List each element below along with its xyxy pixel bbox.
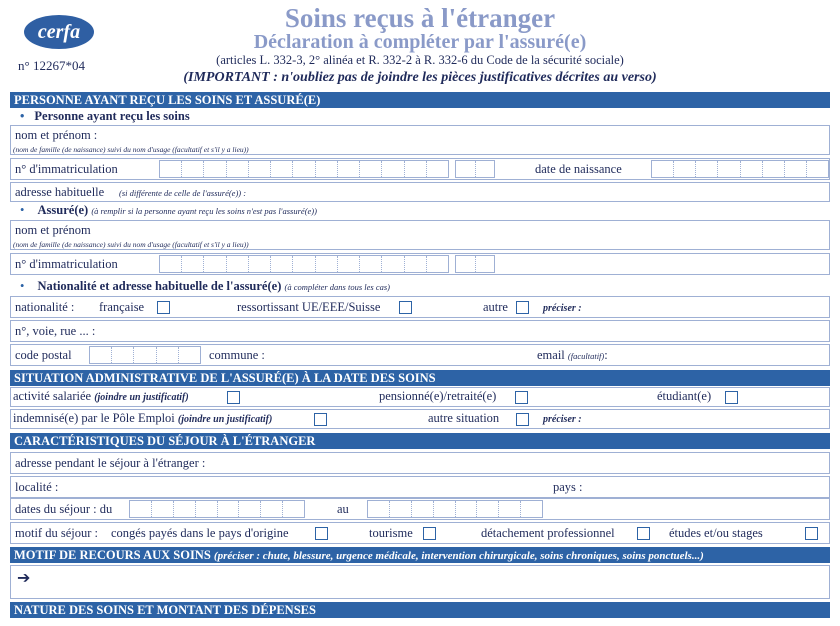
email-label-text: email	[537, 348, 565, 362]
detachement-label: détachement professionnel	[481, 526, 615, 540]
motif-recours-field[interactable]	[10, 565, 830, 599]
insured-title-text: Assuré(e)	[37, 203, 89, 217]
insured-name-note: (nom de famille (de naissance) suivi du nom d'usage (facultatif et s'il y a lieu))	[13, 240, 249, 249]
localite-row	[10, 476, 830, 498]
insured-immat-key-input[interactable]	[455, 255, 495, 273]
etudes-label: études et/ou stages	[669, 526, 763, 540]
pensionne-checkbox[interactable]	[515, 391, 528, 404]
etudiant-label: étudiant(e)	[657, 389, 712, 403]
section-heading-persons: PERSONNE AYANT REÇU LES SOINS ET ASSURÉ(E)	[10, 92, 830, 108]
au-label: au	[337, 502, 349, 516]
patient-name-field[interactable]	[10, 125, 830, 155]
patient-immat-row	[10, 158, 830, 180]
important-note: (IMPORTANT : n'oubliez pas de joindre les pièces justificatives décrites au verso)	[183, 70, 657, 85]
motif-row	[10, 522, 830, 544]
francaise-checkbox[interactable]	[157, 301, 170, 314]
patient-immat-label: n° d'immatriculation	[15, 162, 118, 176]
postal-row	[10, 344, 830, 366]
preciser-label: préciser :	[543, 303, 582, 314]
localite-label: localité :	[15, 480, 59, 494]
dob-input[interactable]	[651, 160, 829, 178]
postal-label: code postal	[15, 348, 72, 362]
patient-address-field[interactable]	[10, 182, 830, 202]
indemnise-label	[13, 411, 272, 426]
francaise-label: française	[99, 300, 145, 314]
nationality-note: (à compléter dans tous les cas)	[284, 282, 391, 292]
conges-label: congés payés dans le pays d'origine	[111, 526, 289, 540]
postal-code-input[interactable]	[89, 346, 201, 364]
pays-label: pays :	[553, 480, 583, 494]
adresse-sejour-field[interactable]	[10, 452, 830, 474]
patient-title	[20, 109, 190, 124]
motif-label: motif du séjour :	[15, 526, 98, 540]
ue-checkbox[interactable]	[399, 301, 412, 314]
autre-situation-checkbox[interactable]	[516, 413, 529, 426]
patient-immat-input[interactable]	[159, 160, 449, 178]
insured-immat-input[interactable]	[159, 255, 449, 273]
patient-name-note: (nom de famille (de naissance) suivi du nom d'usage (facultatif et s'il y a lieu))	[13, 145, 249, 154]
nationality-label: nationalité :	[15, 300, 75, 314]
autre-checkbox[interactable]	[516, 301, 529, 314]
patient-title-text: Personne ayant reçu les soins	[34, 109, 190, 123]
salariee-label-text: activité salariée	[13, 389, 92, 403]
autre-label: autre	[483, 300, 508, 314]
etudiant-checkbox[interactable]	[725, 391, 738, 404]
conges-checkbox[interactable]	[315, 527, 328, 540]
section-heading-sejour: CARACTÉRISTIQUES DU SÉJOUR À L'ÉTRANGER	[10, 433, 830, 449]
salariee-note: (joindre un justificatif)	[94, 392, 189, 403]
tourisme-label: tourisme	[369, 526, 413, 540]
indemnise-note: (joindre un justificatif)	[177, 414, 273, 425]
patient-immat-key-input[interactable]	[455, 160, 495, 178]
email-note: (facultatif)	[567, 351, 605, 361]
etudes-checkbox[interactable]	[805, 527, 818, 540]
ue-label: ressortissant UE/EEE/Suisse	[237, 300, 381, 314]
insured-note: (à remplir si la personne ayant reçu les soins n'est pas l'assuré(e))	[91, 206, 317, 216]
patient-address-label: adresse habituelle	[15, 185, 105, 199]
commune-label: commune :	[209, 348, 265, 362]
insured-name-field[interactable]	[10, 220, 830, 250]
page-title: Soins reçus à l'étranger	[284, 3, 556, 33]
adresse-sejour-label: adresse pendant le séjour à l'étranger :	[15, 456, 206, 470]
motif-recours-note: (préciser : chute, blessure, urgence médicale, intervention chirurgicale, soins chroniques, soins ponctuels...)	[213, 550, 704, 562]
pensionne-label: pensionné(e)/retraité(e)	[379, 389, 497, 403]
insured-title	[20, 203, 317, 218]
dob-label: date de naissance	[535, 162, 622, 176]
date-fin-input[interactable]	[367, 500, 543, 518]
situation-row-1	[10, 387, 830, 407]
street-field[interactable]	[10, 320, 830, 342]
autre-situation-label: autre situation	[428, 411, 500, 425]
dates-du-label: dates du séjour : du	[15, 502, 113, 516]
patient-name-label: nom et prénom :	[15, 128, 98, 142]
insured-immat-label: n° d'immatriculation	[15, 257, 118, 271]
preciser-situation-label: préciser :	[543, 414, 582, 425]
situation-row-2	[10, 409, 830, 429]
insured-immat-row	[10, 253, 830, 275]
dates-row	[10, 498, 830, 520]
nationality-row	[10, 296, 830, 318]
indemnise-label-text: indemnisé(e) par le Pôle Emploi	[13, 411, 175, 425]
date-debut-input[interactable]	[129, 500, 305, 518]
cerfa-logo: cerfa	[24, 15, 94, 49]
patient-address-note: (si différente de celle de l'assuré(e)) :	[119, 188, 247, 198]
insured-name-label: nom et prénom	[15, 223, 91, 237]
email-colon: :	[604, 348, 608, 362]
form-number: n° 12267*04	[18, 58, 85, 73]
email-label	[537, 348, 608, 363]
street-label: n°, voie, rue ... :	[15, 324, 96, 338]
section-heading-motif-recours	[10, 547, 830, 563]
salariee-label	[13, 389, 189, 404]
motif-recours-heading: MOTIF DE RECOURS AUX SOINS	[14, 548, 211, 562]
nationality-title-text: Nationalité et adresse habituelle de l'assuré(e)	[37, 279, 282, 293]
section-heading-nature-soins: NATURE DES SOINS ET MONTANT DES DÉPENSES	[10, 602, 830, 618]
indemnise-checkbox[interactable]	[314, 413, 327, 426]
page-subtitle: Déclaration à compléter par l'assuré(e)	[253, 31, 587, 53]
salariee-checkbox[interactable]	[227, 391, 240, 404]
legal-articles: (articles L. 332-3, 2° alinéa et R. 332-2 à R. 332-6 du Code de la sécurité sociale)	[216, 53, 624, 67]
detachement-checkbox[interactable]	[637, 527, 650, 540]
section-heading-situation: SITUATION ADMINISTRATIVE DE L'ASSURÉ(E) À LA DATE DES SOINS	[10, 370, 830, 386]
arrow-right-icon: ➔	[17, 570, 31, 587]
tourisme-checkbox[interactable]	[423, 527, 436, 540]
nationality-title	[20, 279, 390, 294]
